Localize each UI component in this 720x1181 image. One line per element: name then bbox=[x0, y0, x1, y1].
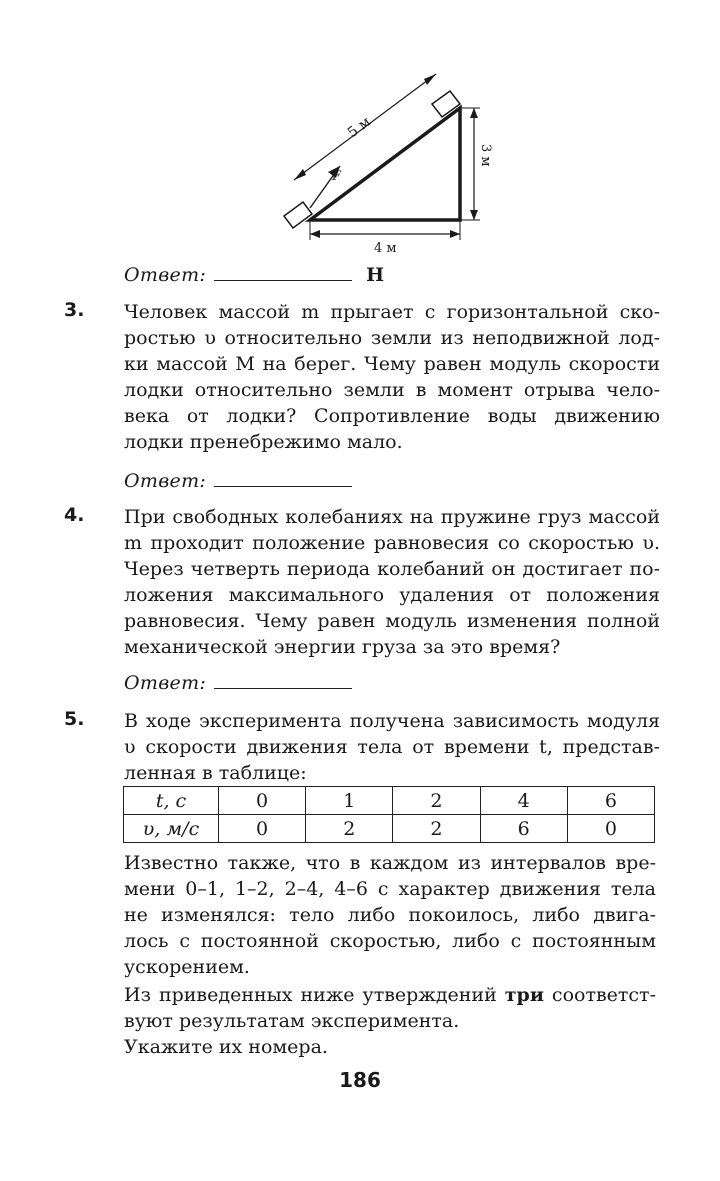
answer-label: Ответ: bbox=[124, 470, 207, 492]
inclined-plane-diagram bbox=[270, 66, 510, 262]
problem-text bbox=[124, 299, 660, 455]
problem-number: 4. bbox=[64, 504, 85, 526]
hyp-label: 5 м bbox=[344, 113, 374, 142]
text-line: ростью υ относительно земли из неподвижной лод- bbox=[124, 327, 660, 349]
text-line: Укажите их номера. bbox=[124, 1036, 328, 1058]
text-line: века от лодки? Сопротивление воды движению bbox=[124, 405, 660, 427]
paragraph-conditions bbox=[124, 850, 656, 980]
table-row-header: t, с bbox=[124, 787, 219, 815]
vert-label: 3 м bbox=[478, 144, 493, 167]
text-line bbox=[124, 982, 656, 1008]
text-line: В ходе эксперимента получена зависимость модуля bbox=[124, 710, 660, 732]
base-label: 4 м bbox=[374, 241, 397, 256]
vert-arrow-bottom bbox=[470, 210, 478, 220]
text-line: ложения максимального удаления от положения bbox=[124, 584, 660, 606]
hyp-arrow-end bbox=[424, 74, 436, 85]
table-cell: 6 bbox=[567, 787, 654, 815]
answer-blank[interactable] bbox=[214, 468, 352, 487]
inclined-plane-svg bbox=[270, 66, 510, 262]
table-row bbox=[124, 815, 655, 843]
bold-word: три bbox=[504, 984, 544, 1006]
text-line: m проходит положение равновесия со скоростью υ. bbox=[124, 532, 660, 554]
text-line: ленная в таблице: bbox=[124, 762, 307, 784]
table-cell: 2 bbox=[393, 787, 480, 815]
table-cell: 4 bbox=[480, 787, 567, 815]
hyp-arrow-start bbox=[294, 169, 306, 180]
table-row bbox=[124, 787, 655, 815]
table-cell: 2 bbox=[393, 815, 480, 843]
table-cell: 0 bbox=[219, 815, 306, 843]
text-line: вуют результатам эксперимента. bbox=[124, 1010, 460, 1032]
text-line: Человек массой m прыгает с горизонтальной ско- bbox=[124, 301, 660, 323]
text-line: ки массой M на берег. Чему равен модуль скорости bbox=[124, 353, 660, 375]
table-cell: 1 bbox=[306, 787, 393, 815]
text-fragment: Из приведенных ниже утверждений bbox=[124, 984, 505, 1006]
answer-line-2 bbox=[124, 262, 384, 286]
table-cell: 6 bbox=[480, 815, 567, 843]
base-arrow-right bbox=[450, 230, 460, 238]
problem-text bbox=[124, 504, 660, 660]
text-line: мени 0–1, 1–2, 2–4, 4–6 с характер движения тела bbox=[124, 878, 656, 900]
problem-text bbox=[124, 708, 660, 786]
answer-label: Ответ: bbox=[124, 672, 207, 694]
text-line: равновесия. Чему равен модуль изменения полной bbox=[124, 610, 660, 632]
text-line: Через четверть периода колебаний он достигает по- bbox=[124, 558, 660, 580]
problem-number: 5. bbox=[64, 708, 85, 730]
text-line: механической энергии груза за это время? bbox=[124, 636, 561, 658]
problem-number: 3. bbox=[64, 299, 85, 321]
table-row-header: υ, м/с bbox=[124, 815, 219, 843]
paragraph-instruction bbox=[124, 982, 656, 1060]
table-cell: 0 bbox=[219, 787, 306, 815]
text-line: ускорением. bbox=[124, 956, 250, 978]
block-bottom bbox=[284, 202, 312, 228]
vert-arrow-top bbox=[470, 108, 478, 118]
answer-blank[interactable] bbox=[214, 262, 352, 281]
text-line: υ скорости движения тела от времени t, представ- bbox=[124, 736, 660, 758]
force-label: F bbox=[332, 169, 342, 184]
text-line: Известно также, что в каждом из интервалов вре- bbox=[124, 852, 656, 874]
answer-blank[interactable] bbox=[214, 670, 352, 689]
text-line: не изменялся: тело либо покоилось, либо двига- bbox=[124, 904, 656, 926]
velocity-time-table bbox=[123, 786, 655, 843]
table-cell: 0 bbox=[567, 815, 654, 843]
text-line: лось с постоянной скоростью, либо с постоянным bbox=[124, 930, 656, 952]
page-number: 186 bbox=[339, 1068, 381, 1092]
text-fragment: соответст- bbox=[543, 984, 656, 1006]
answer-label: Ответ: bbox=[124, 264, 207, 286]
answer-unit: Н bbox=[366, 264, 385, 286]
text-line: При свободных колебаниях на пружине груз массой bbox=[124, 506, 660, 528]
answer-line-3 bbox=[124, 468, 352, 492]
table-cell: 2 bbox=[306, 815, 393, 843]
triangle-shape bbox=[310, 108, 460, 220]
answer-line-4 bbox=[124, 670, 352, 694]
base-arrow-left bbox=[310, 230, 320, 238]
text-line: лодки пренебрежимо мало. bbox=[124, 431, 403, 453]
text-line: лодки относительно земли в момент отрыва чело- bbox=[124, 379, 660, 401]
